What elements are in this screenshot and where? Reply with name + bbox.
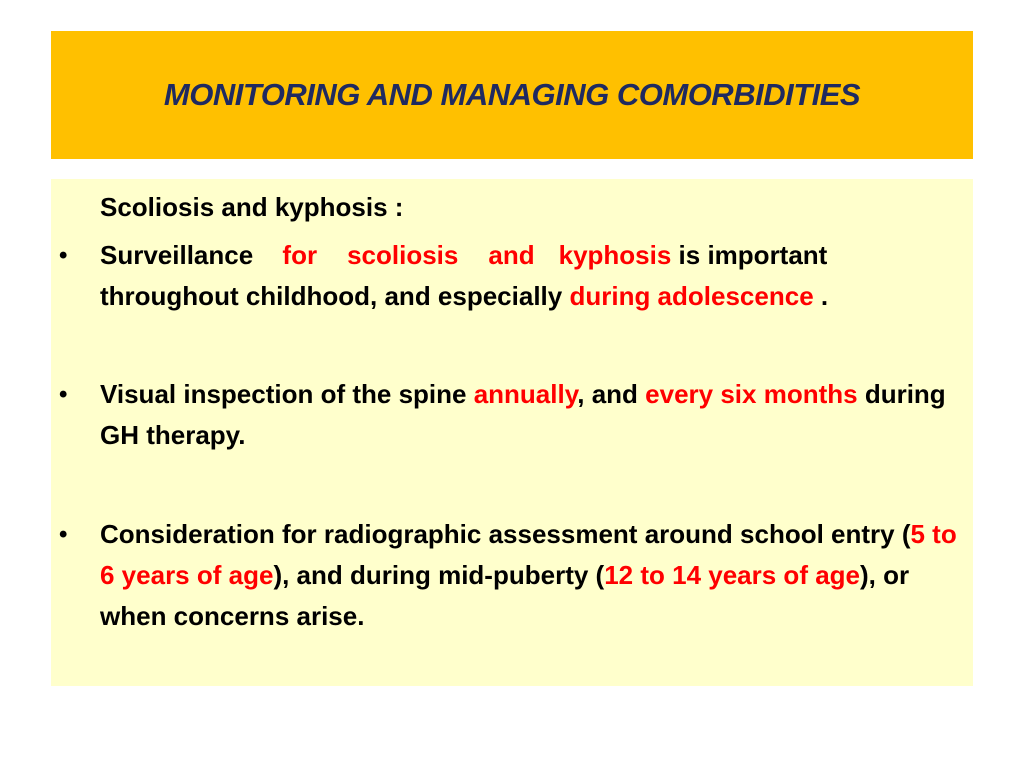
bullet-text [100, 374, 960, 456]
bullet-marker: • [59, 521, 68, 548]
emphasis-segment: and [488, 240, 535, 270]
emphasis-segment: during adolescence [569, 281, 814, 311]
text-segment: ), or when concerns arise. [100, 560, 910, 631]
section-subheading: Scoliosis and kyphosis : [100, 192, 404, 222]
emphasis-segment: scoliosis [347, 240, 459, 270]
bullet-text [100, 514, 960, 637]
bullet-text [100, 235, 960, 317]
text-segment: Consideration for radiographic assessment around school entry ( [100, 519, 911, 549]
bullet-marker: • [59, 381, 68, 408]
text-segment: . [813, 281, 829, 311]
emphasis-segment: every six months [645, 379, 858, 409]
slide-title: MONITORING AND MANAGING COMORBIDITIES [163, 77, 861, 112]
content-panel [51, 179, 973, 686]
emphasis-segment: annually [473, 379, 578, 409]
emphasis-segment: for [282, 240, 318, 270]
emphasis-segment: 5 to 6 years of age [100, 519, 957, 590]
text-segment: is important throughout childhood, and especially [100, 240, 828, 311]
text-segment: Visual inspection of the spine [100, 379, 474, 409]
text-segment: Surveillance [100, 240, 261, 270]
emphasis-segment: kyphosis [558, 240, 672, 270]
title-banner [51, 31, 973, 159]
text-segment: , and [577, 379, 646, 409]
bullet-marker: • [59, 242, 68, 269]
text-segment: ), and during mid-puberty ( [273, 560, 605, 590]
emphasis-segment: 12 to 14 years of age [604, 560, 861, 590]
text-segment: during GH therapy. [100, 379, 946, 450]
